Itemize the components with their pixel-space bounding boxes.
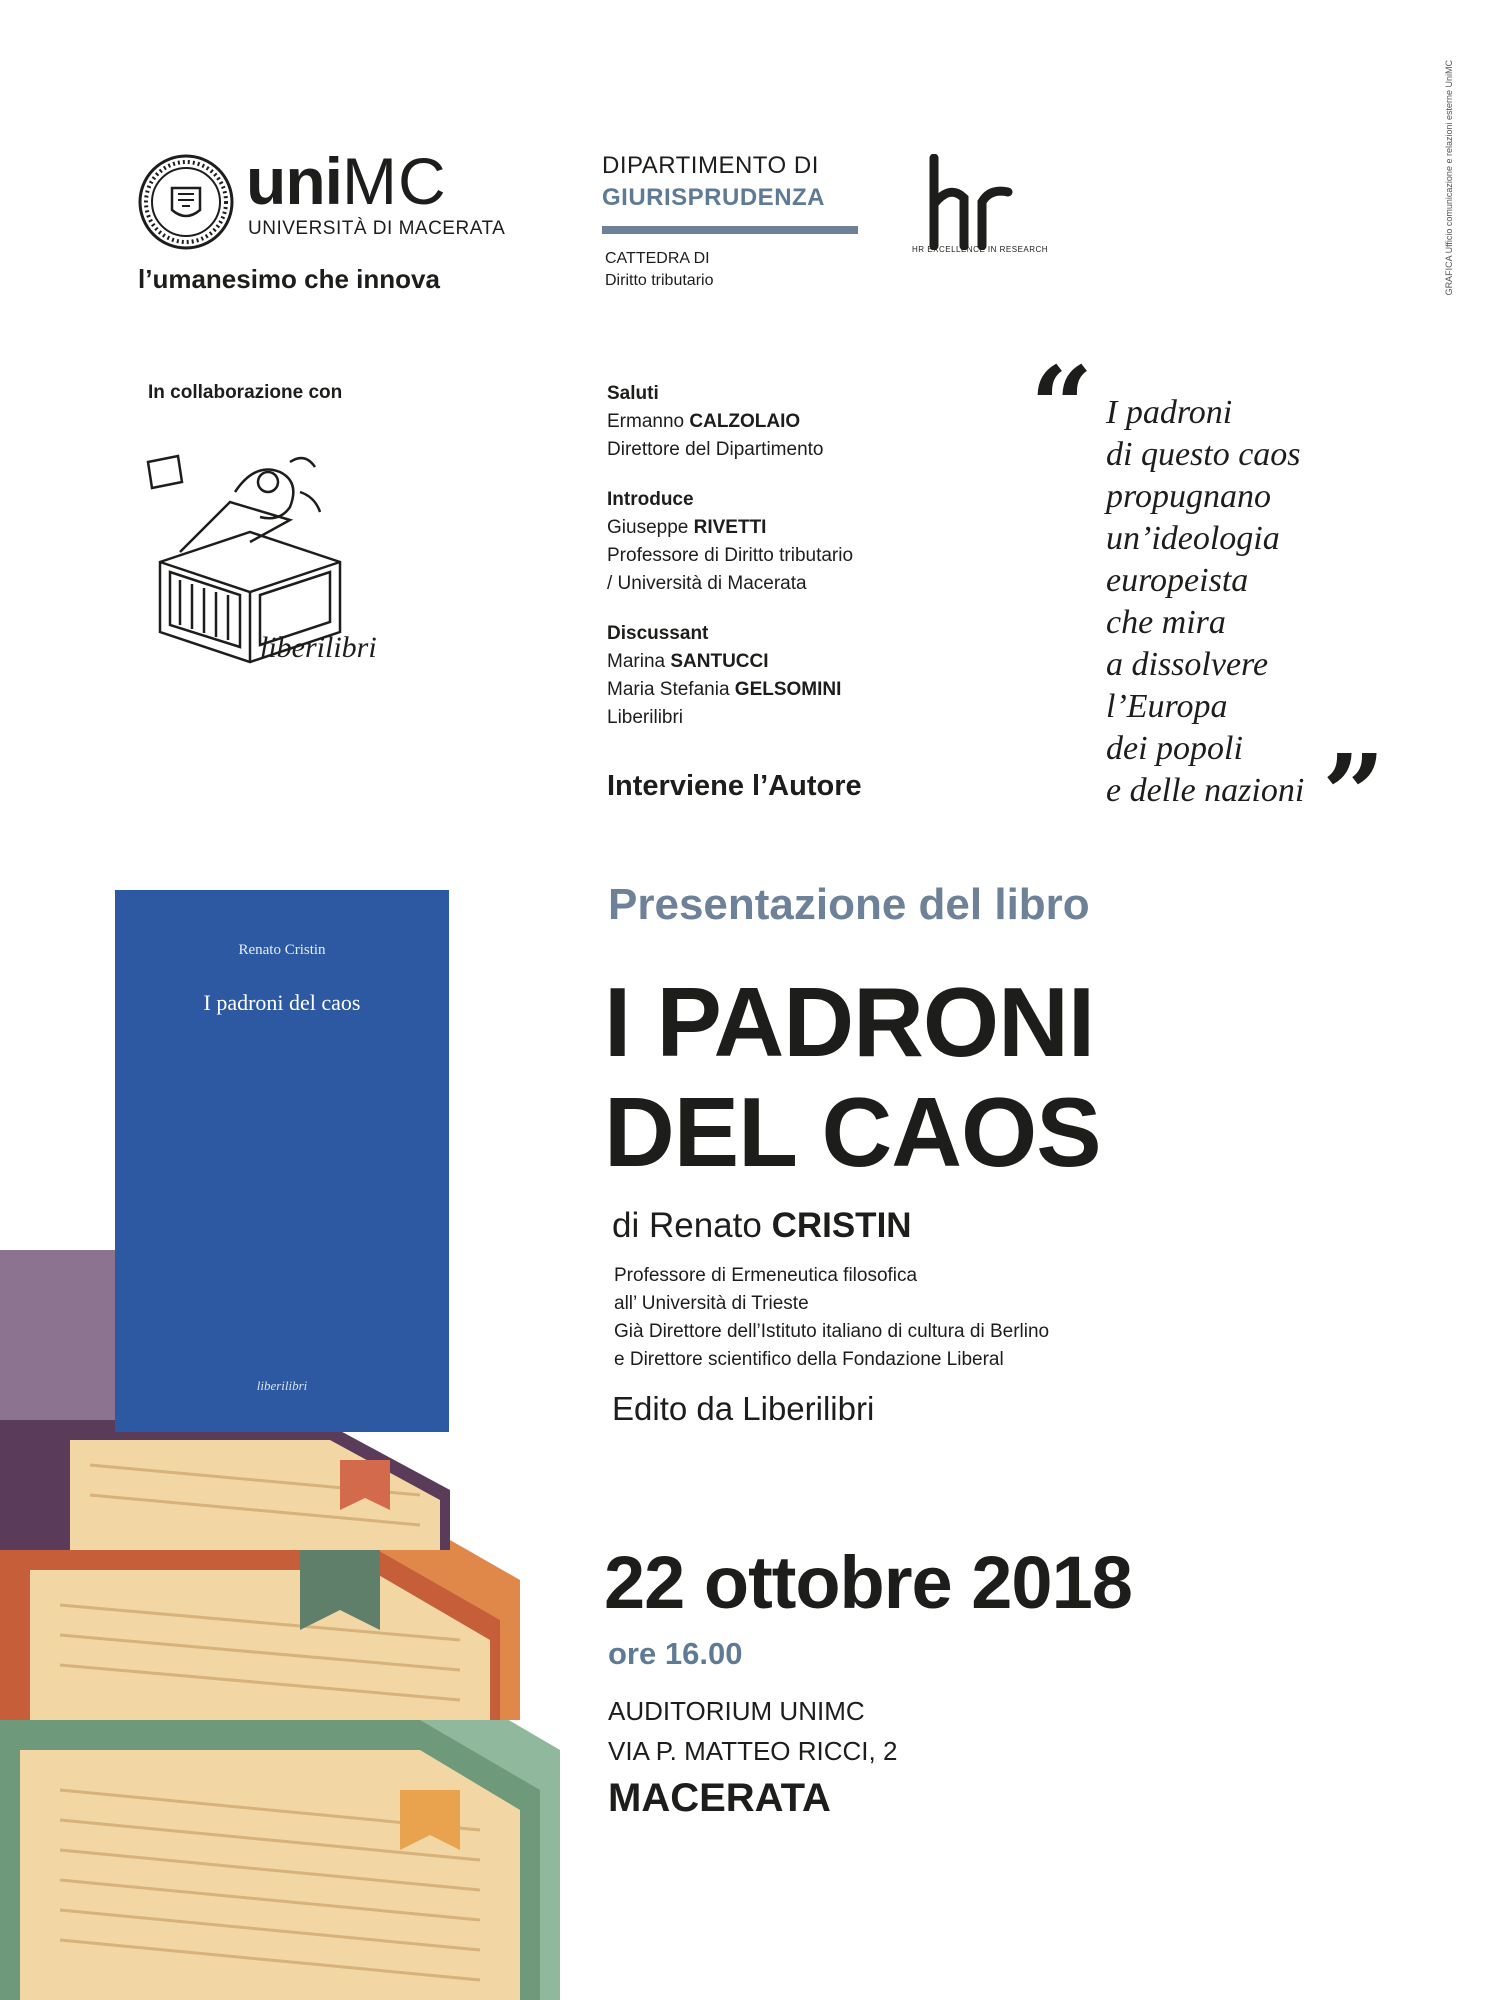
cover-title: I padroni del caos	[203, 990, 361, 1015]
university-tagline: l’umanesimo che innova	[138, 264, 440, 294]
cover-author: Renato Cristin	[238, 942, 326, 958]
introduce-label: Introduce	[607, 489, 694, 510]
discussant-2-role: Liberilibri	[607, 707, 684, 728]
department-name: GIURISPRUDENZA	[602, 184, 826, 211]
quote-line: a dissolvere	[1106, 646, 1269, 683]
program-saluti	[607, 380, 987, 464]
publisher-line: Edito da Liberilibri	[612, 1390, 875, 1427]
venue-name: AUDITORIUM UNIMC	[608, 1696, 865, 1726]
introduce-role: Professore di Diritto tributario	[607, 545, 854, 566]
open-quote-mark: “	[1030, 342, 1094, 471]
saluti-role: Direttore del Dipartimento	[607, 439, 824, 460]
bio-line: all’ Università di Trieste	[614, 1293, 809, 1314]
book-title-line1: I PADRONI	[604, 967, 1095, 1077]
bio-line: Professore di Ermeneutica filosofica	[614, 1265, 918, 1286]
quote-line: l’Europa	[1106, 688, 1228, 725]
quote-line: un’ideologia	[1106, 520, 1280, 557]
venue-address: VIA P. MATTEO RICCI, 2	[608, 1736, 898, 1766]
book-cover	[115, 890, 449, 1432]
author-bio	[614, 1262, 1049, 1374]
chair-name: Diritto tributario	[605, 272, 714, 289]
vertical-credit: GRAFICA Ufficio comunicazione e relazioni esterne UniMC	[1444, 60, 1454, 296]
quote-line: dei popoli	[1106, 730, 1243, 767]
university-seal-logo	[138, 154, 234, 250]
saluti-name: Ermanno CALZOLAIO	[607, 411, 801, 432]
quote-line: che mira	[1106, 604, 1226, 641]
program	[607, 380, 987, 754]
book-quote	[1106, 392, 1304, 812]
quote-line: propugnano	[1106, 478, 1271, 515]
program-introduce	[607, 486, 987, 598]
book-title-line2: DEL CAOS	[604, 1077, 1101, 1187]
department-label: DIPARTIMENTO DI	[602, 152, 819, 179]
venue-city: MACERATA	[608, 1776, 831, 1820]
presentation-heading: Presentazione del libro	[608, 880, 1090, 929]
discussant-label: Discussant	[607, 623, 709, 644]
liberilibri-logo-text: liberilibri	[260, 631, 377, 664]
quote-line: europeista	[1106, 562, 1249, 599]
bio-line: Già Direttore dell’Istituto italiano di cultura di Berlino	[614, 1321, 1050, 1342]
author-intervention: Interviene l’Autore	[607, 770, 862, 802]
introduce-name: Giuseppe RIVETTI	[607, 517, 767, 538]
cover-publisher: liberilibri	[256, 1378, 308, 1393]
bio-line: e Direttore scientifico della Fondazione Liberal	[614, 1349, 1004, 1370]
university-name: UNIVERSITÀ DI MACERATA	[248, 218, 506, 239]
discussant-1-name: Marina SANTUCCI	[607, 651, 769, 672]
introduce-affiliation: / Università di Macerata	[607, 573, 807, 594]
liberilibri-logo	[140, 432, 390, 682]
close-quote-mark: ”	[1322, 730, 1386, 859]
event-time: ore 16.00	[608, 1636, 743, 1671]
book-author: di Renato CRISTIN	[612, 1206, 912, 1245]
collaboration-label: In collaborazione con	[148, 382, 343, 403]
quote-line: di questo caos	[1106, 436, 1301, 473]
chair-label: CATTEDRA DI	[605, 250, 710, 267]
discussant-2-name: Maria Stefania GELSOMINI	[607, 679, 842, 700]
event-date: 22 ottobre 2018	[604, 1541, 1132, 1624]
university-wordmark: uniMC	[246, 144, 447, 218]
hr-excellence-logo	[920, 154, 1024, 250]
saluti-label: Saluti	[607, 383, 659, 404]
quote-line: e delle nazioni	[1106, 772, 1305, 809]
program-discussant	[607, 620, 987, 732]
department-divider	[602, 226, 858, 234]
quote-line: I padroni	[1106, 394, 1233, 431]
hr-caption: HR EXCELLENCE IN RESEARCH	[912, 245, 1049, 254]
